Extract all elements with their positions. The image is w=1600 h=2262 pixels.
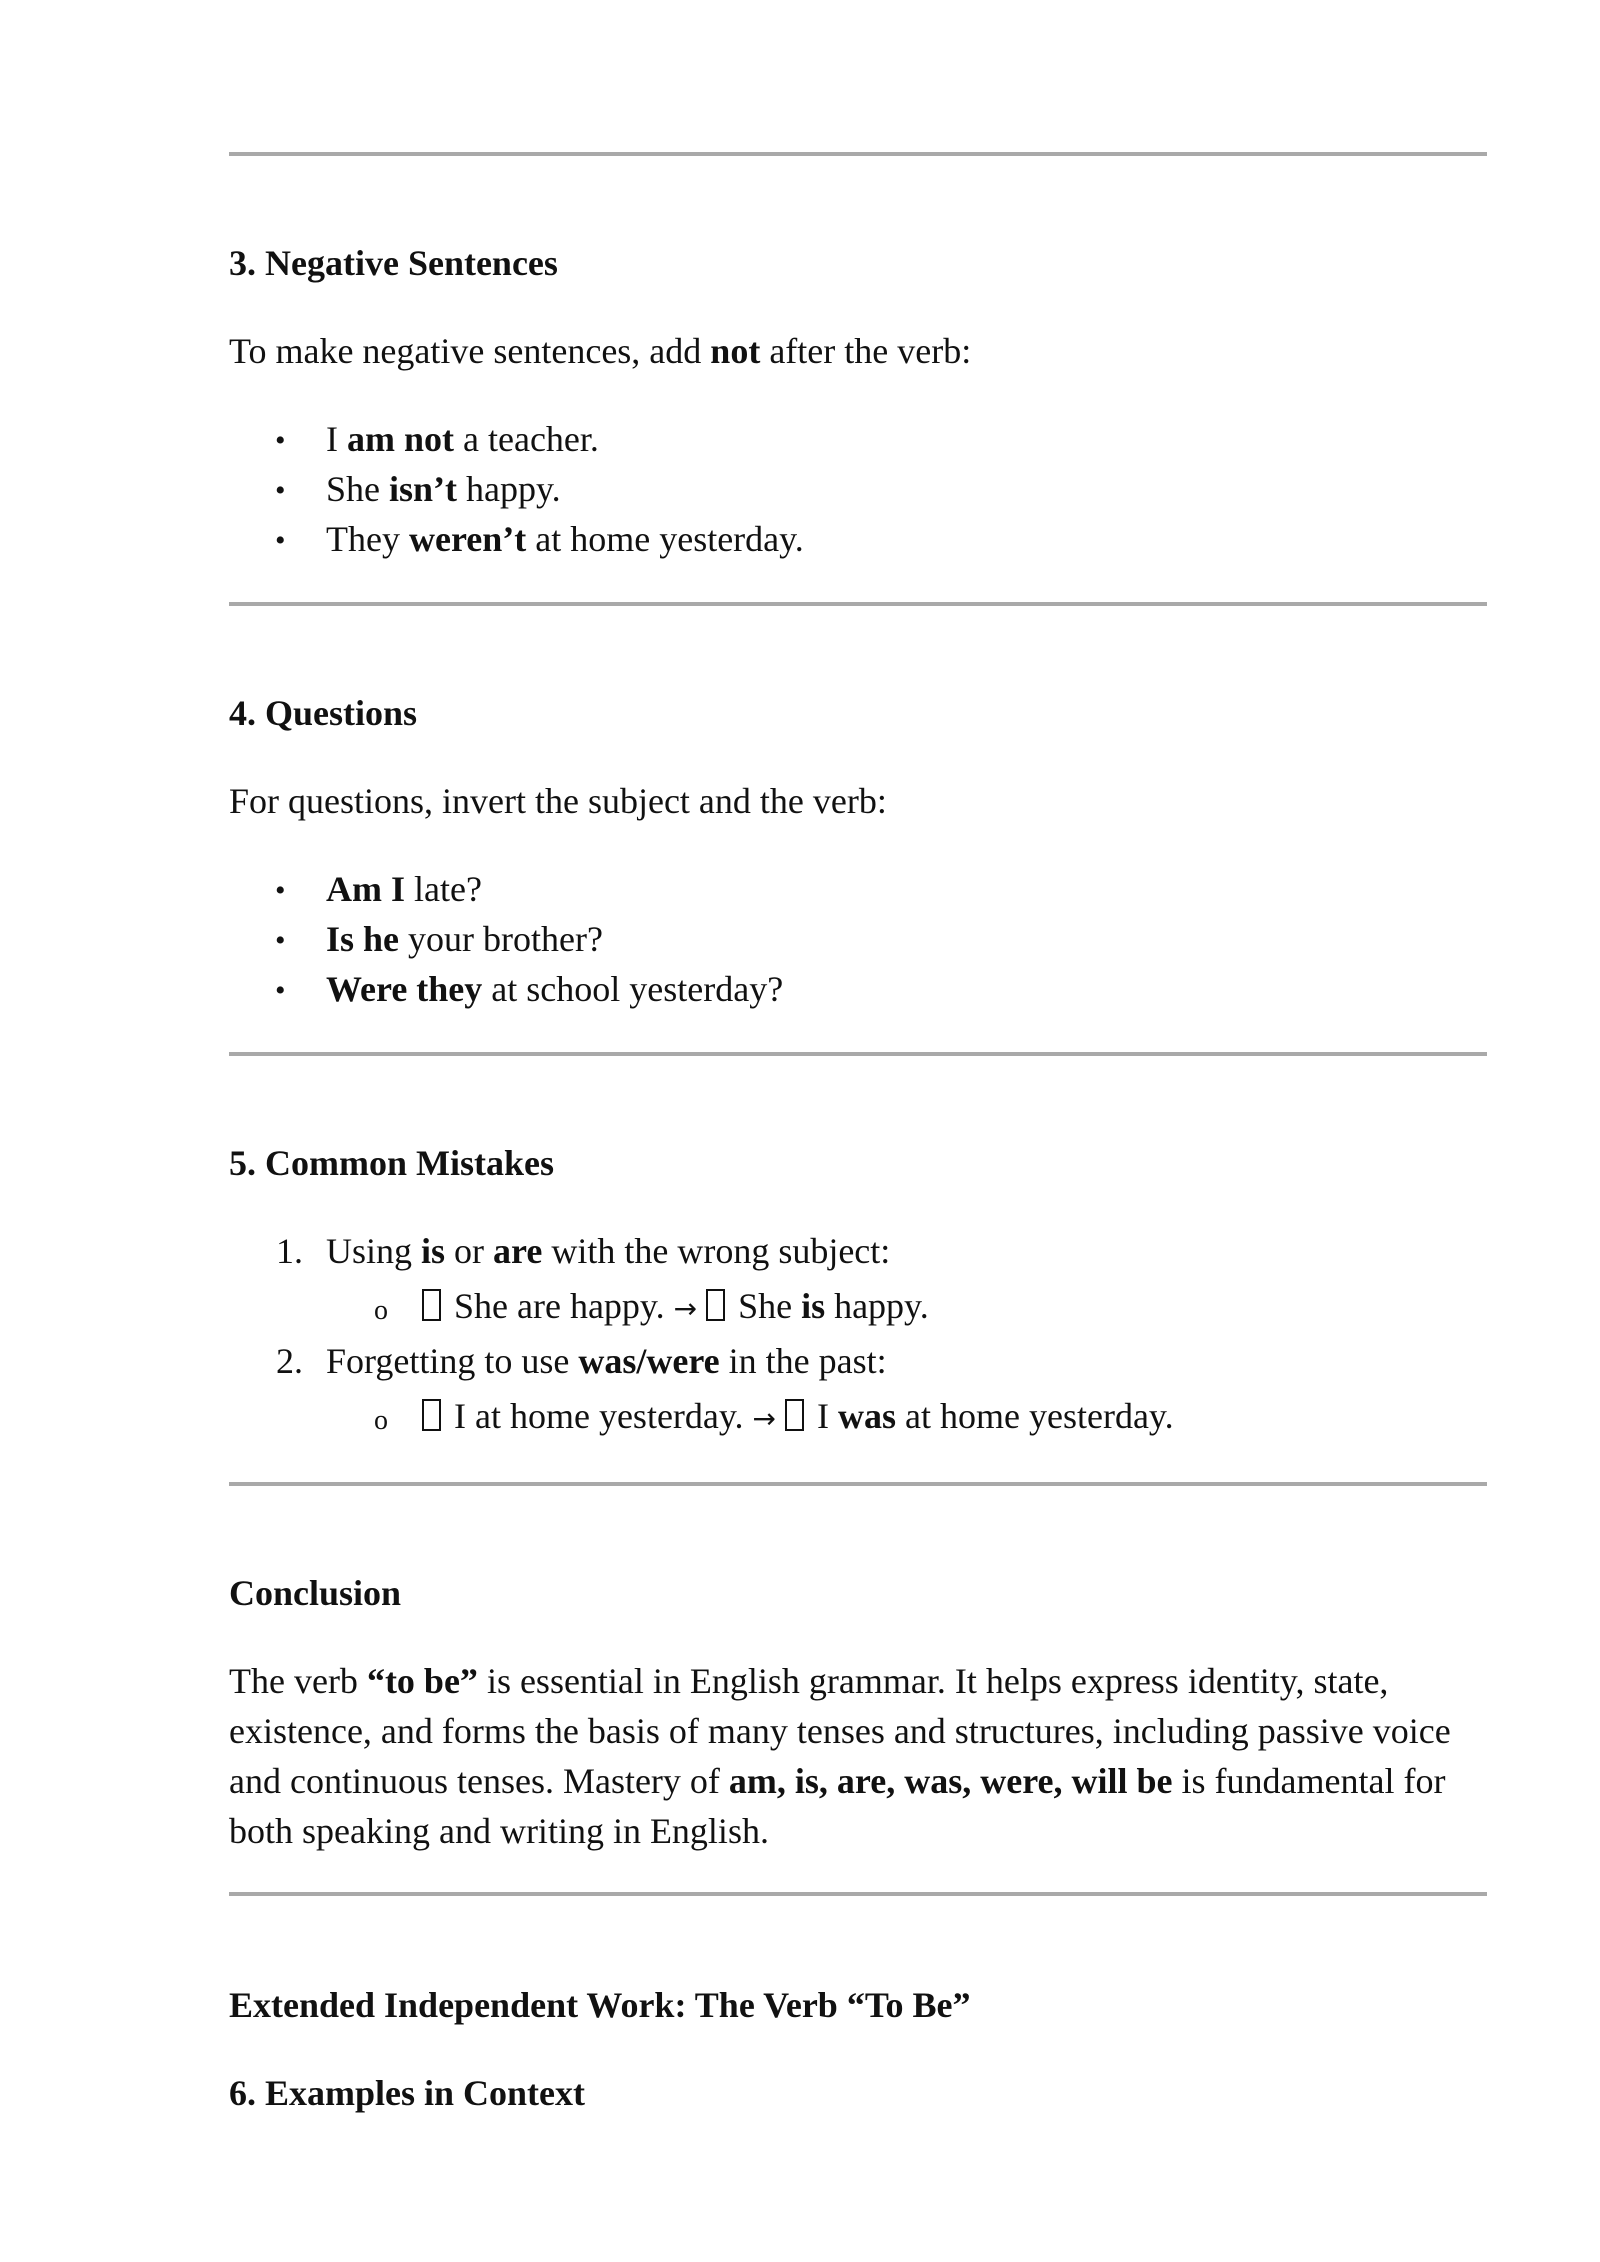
horizontal-rule bbox=[229, 1482, 1487, 1486]
bullet-icon: • bbox=[275, 874, 286, 907]
bullet-icon: • bbox=[275, 924, 286, 957]
missing-glyph-icon bbox=[422, 1399, 441, 1431]
section-heading-conclusion: Conclusion bbox=[229, 1573, 402, 1613]
sub-bullet-icon: o bbox=[374, 1295, 388, 1326]
list-number: 2. bbox=[276, 1341, 303, 1381]
section-heading-mistakes: 5. Common Mistakes bbox=[229, 1143, 554, 1183]
horizontal-rule bbox=[229, 152, 1487, 156]
bullet-icon: • bbox=[275, 424, 286, 457]
list-item: Is he your brother? bbox=[326, 919, 603, 959]
horizontal-rule bbox=[229, 1052, 1487, 1056]
list-item: Using is or are with the wrong subject: bbox=[326, 1231, 891, 1271]
bullet-icon: • bbox=[275, 974, 286, 1007]
missing-glyph-icon bbox=[706, 1289, 725, 1321]
bullet-icon: • bbox=[275, 474, 286, 507]
negative-intro: To make negative sentences, add not after the verb: bbox=[229, 331, 972, 371]
example-line: She are happy. → She is happy. bbox=[422, 1281, 929, 1334]
list-item: I am not a teacher. bbox=[326, 419, 599, 459]
conclusion-paragraph: The verb “to be” is essential in English grammar. It helps express identity, state, existence, and forms the basis of many tenses and structures, including passive voice and continuous tenses. Mastery of am, is, are, was, were, will be is fundamental for both speaking and writing in English. bbox=[229, 1661, 1451, 1851]
horizontal-rule bbox=[229, 602, 1487, 606]
extended-work-heading: Extended Independent Work: The Verb “To Be” bbox=[229, 1985, 971, 2025]
list-item: Were they at school yesterday? bbox=[326, 969, 784, 1009]
sub-bullet-icon: o bbox=[374, 1405, 388, 1436]
list-item: Forgetting to use was/were in the past: bbox=[326, 1341, 887, 1381]
example-line: I at home yesterday. → I was at home yesterday. bbox=[422, 1391, 1174, 1444]
section-heading-examples: 6. Examples in Context bbox=[229, 2073, 586, 2113]
bullet-icon: • bbox=[275, 524, 286, 557]
section-heading-negative: 3. Negative Sentences bbox=[229, 243, 558, 283]
missing-glyph-icon bbox=[422, 1289, 441, 1321]
list-item: She isn’t happy. bbox=[326, 469, 561, 509]
questions-intro: For questions, invert the subject and the verb: bbox=[229, 781, 887, 821]
list-number: 1. bbox=[276, 1231, 303, 1271]
list-item: They weren’t at home yesterday. bbox=[326, 519, 804, 559]
list-item: Am I late? bbox=[326, 869, 482, 909]
horizontal-rule bbox=[229, 1892, 1487, 1896]
section-heading-questions: 4. Questions bbox=[229, 693, 418, 733]
missing-glyph-icon bbox=[785, 1399, 804, 1431]
